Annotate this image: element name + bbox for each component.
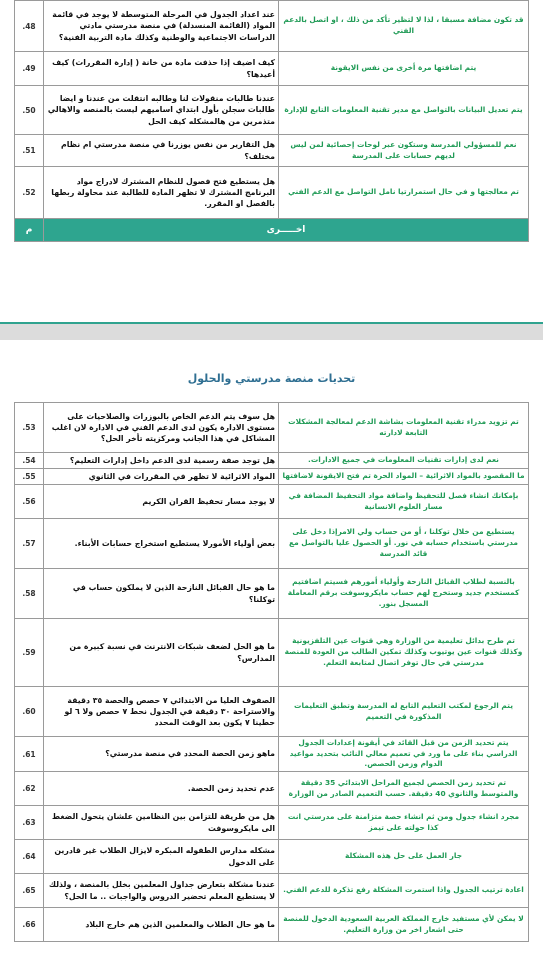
row-number: 62. <box>15 772 44 806</box>
row-answer: يتم تعديل البيانات بالتواصل مع مدير تقنية المعلومات التابع للإدارة <box>279 86 529 135</box>
table-row <box>15 569 529 619</box>
table-row <box>15 840 529 874</box>
row-number: 58. <box>15 569 44 619</box>
row-answer: قد تكون مضافة مسبقا ، لذا لا لتظير تأكد من ذلك ، او اتصل بالدعم الفني <box>279 1 529 52</box>
row-answer: نعم لدى إدارات تقنيات المعلومات في جميع الادارات. <box>279 453 529 469</box>
row-answer: بالنسبة لطلاب القبائل النازحة وأولياء أمورهم فسيتم اضافتيم كمستخدم جديد وستخرج لهم حساب مايكروسوفت برقم المعاملة المسجل بنور. <box>279 569 529 619</box>
table-row <box>15 453 529 469</box>
row-answer: ما المقصود بالمواد الاثرائية – المواد الحرة تم فتح الايقونة لاضافتها <box>279 469 529 485</box>
row-answer: جار العمل على حل هذه المشكلة <box>279 840 529 874</box>
row-question: ما هو حال القبائل النازحة الذين لا يملكون حساب في توكلنا؟ <box>44 569 279 619</box>
row-answer: يتم الرجوع لمكتب التعليم التابع له المدرسة وتطبق التعليمات المذكورة في التعميم <box>279 687 529 737</box>
row-number: 66. <box>15 908 44 942</box>
table-row <box>15 403 529 453</box>
document-page-2 <box>0 340 543 960</box>
row-number: 63. <box>15 806 44 840</box>
table-row <box>15 687 529 737</box>
table-row <box>15 135 529 167</box>
row-answer: مجرد انشاء جدول ومن ثم انشاء حصة متزامنة على مدرستي انت كذا حولته على تيمز <box>279 806 529 840</box>
row-number: 51. <box>15 135 44 167</box>
table-row <box>15 874 529 908</box>
table-row <box>15 619 529 687</box>
row-number: 50. <box>15 86 44 135</box>
page-separator <box>0 322 543 340</box>
row-number: 57. <box>15 519 44 569</box>
table-row <box>15 519 529 569</box>
row-question: عندنا مشكلة بتعارض جداول المعلمين بخلل بالمنصة ، ولذلك لا يستطيع المعلم تحضير الدروس والواجبات .. ما الحل؟ <box>44 874 279 908</box>
row-question: ما هو الحل لضعف شبكات الانترنت في نسبة كبيرة من المدارس؟ <box>44 619 279 687</box>
table-row <box>15 86 529 135</box>
row-question: عندنا طالبات منقولات لنا وطالبه انتقلت من عندنا و ايضا طالبات سجلن بأول ابتداي اساميهم ليست بالمنصه والاهالي متذمرين من هالمشكله كيف الحل <box>44 86 279 135</box>
row-question: كيف اضيف إذا حذفت مادة من خانة ( إدارة المقررات) كيف أعيدها؟ <box>44 52 279 86</box>
row-answer: يتم تحديد الزمن من قبل القائد في أيقونة إعدادات الجدول الدراسي بناء على ما ورد في تعميم معالي النائب بتحديد مواعيد الدوام وزمن الحصص. <box>279 737 529 772</box>
row-answer: لا يمكن لأي مستفيد خارج المملكة العربية السعودية الدخول للمنصة حتى اشعار اخر من وزارة التعليم. <box>279 908 529 942</box>
header-number: م <box>15 219 44 242</box>
row-question: هل توجد صفة رسمية لدى الدعم داخل إدارات التعليم؟ <box>44 453 279 469</box>
row-answer: يتم اضافتها مرة أخرى من نفس الايقونة <box>279 52 529 86</box>
row-question: لا يوجد مسار تحفيظ القران الكريم <box>44 485 279 519</box>
section-header-row <box>15 219 529 242</box>
row-question: ما هو حال الطلاب والمعلمين الذين هم خارج البلاد <box>44 908 279 942</box>
table-row <box>15 772 529 806</box>
header-label: اخـــــرى <box>44 219 529 242</box>
row-question: هل سوف يتم الدعم الخاص بالبوزرات والصلاحيات على مستوى الادارة يكون لدى الدعم الفني في الادارة لان اغلب المشاكل في هذا الجانب ومركزيته تأخر الحل؟ <box>44 403 279 453</box>
row-question: الصفوف العليا من الابتدائي ٧ حصص والحصة ٣٥ دقيقة والاستراحة ٣٠ دقيقة في الجدول نحط ٧ حصص ولا ٦ لو حطينا ٧ يكون بعد الوقت المحدد <box>44 687 279 737</box>
row-number: 48. <box>15 1 44 52</box>
row-number: 55. <box>15 469 44 485</box>
faq-table-page-2 <box>14 402 529 942</box>
row-number: 54. <box>15 453 44 469</box>
row-question: بعض أولياء الأمورلا يستطيع استخراج حسابات الأبناء. <box>44 519 279 569</box>
row-question: مشكله مدارس الطفوله المبكره لايزال الطلاب غير قادرين على الدخول <box>44 840 279 874</box>
table-row <box>15 806 529 840</box>
row-question: ماهو زمن الحصة المحدد في منصة مدرستي؟ <box>44 737 279 772</box>
row-question: المواد الاثرائية لا تظهر في المقررات في الثانوي <box>44 469 279 485</box>
row-question: هل التقارير من نفس يوزرنا في منصة مدرستي ام نظام مختلف؟ <box>44 135 279 167</box>
page-title: تحديات منصة مدرستي والحلول <box>187 372 356 385</box>
row-answer: تم تزويد مدراء تقنية المعلومات بشاشة الدعم لمعالجة المشكلات التابعة لادارته <box>279 403 529 453</box>
table-row <box>15 485 529 519</box>
table-row <box>15 737 529 772</box>
row-number: 64. <box>15 840 44 874</box>
row-answer: تم تحديد زمن الحصص لجميع المراحل الابتدائي 35 دقيقة والمتوسط والثانوي 40 دقيقة. حسب التعميم الصادر من الوزارة <box>279 772 529 806</box>
table-row <box>15 52 529 86</box>
row-question: عند اعداد الجدول في المرحلة المتوسطة لا يوجد في قائمة المواد (القائمة المنسدلة) في منصة مدرستي مادتي الدراسات الاجتماعية والوطنية وكذلك مادة التربية الفنية؟ <box>44 1 279 52</box>
row-number: 61. <box>15 737 44 772</box>
faq-table-page-1 <box>14 0 529 242</box>
row-answer: تم معالجتها و في حال استمرارتيا نامل التواصل مع الدعم الفني <box>279 167 529 219</box>
row-answer: نعم للمسؤولي المدرسة وستكون عبر لوحات إحصائية لمن ليس لديهم حسابات على المدرسة <box>279 135 529 167</box>
row-number: 49. <box>15 52 44 86</box>
row-answer: اعادة ترتيب الجدول واذا استمرت المشكلة رفع تذكرة للدعم الفني. <box>279 874 529 908</box>
row-number: 53. <box>15 403 44 453</box>
row-answer: تم طرح بدائل تعليمية من الوزارة وهي قنوات عين التلفزيونية وكذلك قنوات عين يوتيوب وكذلك تمكين الطالب من العودة للمنصة مدرستي في حال توفر اتصال لمتابعة التعلم. <box>279 619 529 687</box>
table-row <box>15 167 529 219</box>
row-number: 65. <box>15 874 44 908</box>
row-number: 60. <box>15 687 44 737</box>
row-question: عدم تحديد زمن الحصة. <box>44 772 279 806</box>
row-question: هل يستطيع فتح فصول للنظام المشترك لادراج مواد البرنامج المشترك لا تظهر المادة للطالبة عند محاولة ربطها بالفصل او المقرر. <box>44 167 279 219</box>
row-number: 56. <box>15 485 44 519</box>
table-row <box>15 908 529 942</box>
row-number: 59. <box>15 619 44 687</box>
row-answer: يستطيع من خلال توكلنا ، أو من حساب ولي الامرإذا دخل على مدرستي باستخدام حسابه في نور. أو الحصول عليا بالتواصل مع قائد المدرسة <box>279 519 529 569</box>
row-answer: بإمكانك انشاء فصل للتحفيظ واضافة مواد التحفيظ المضافة في مسار العلوم الانسانية <box>279 485 529 519</box>
row-question: هل من طريقة للتزامن بين النظامين علشان يتحول الضغط الى مايكروسوفت <box>44 806 279 840</box>
table-row <box>15 1 529 52</box>
table-row <box>15 469 529 485</box>
document-page-1 <box>0 0 543 322</box>
row-number: 52. <box>15 167 44 219</box>
